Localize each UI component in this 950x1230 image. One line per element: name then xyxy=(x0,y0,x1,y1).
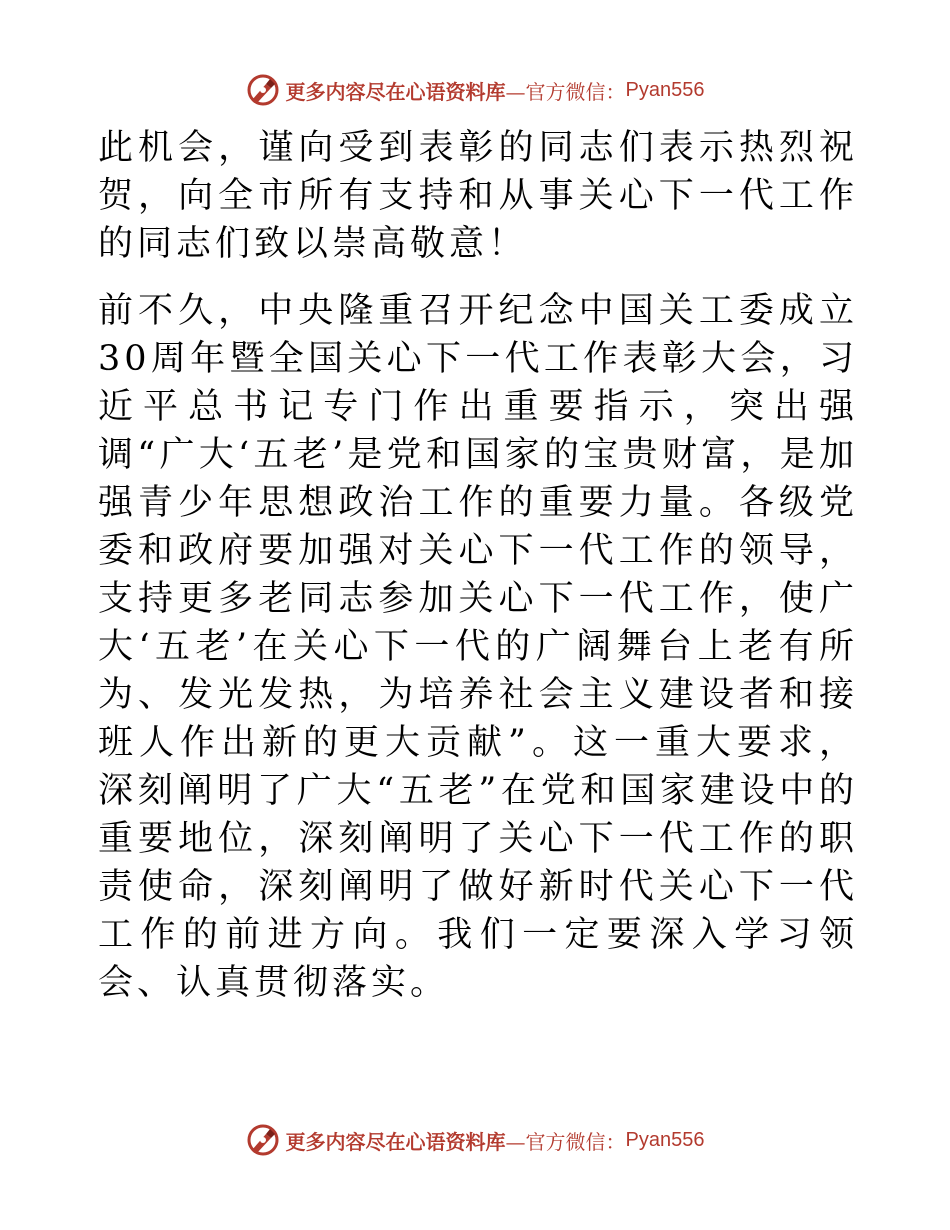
pen-logo-icon xyxy=(246,1123,280,1157)
paragraph-1: 此机会，谨向受到表彰的同志们表示热烈祝贺，向全市所有支持和从事关心下一代工作的同志们致以崇高敬意！ xyxy=(98,128,858,264)
banner-wechat-id: Pyan556 xyxy=(625,1128,705,1151)
paragraph-2: 前不久，中央隆重召开纪念中国关工委成立30周年暨全国关心下一代工作表彰大会，习近平总书记专门作出重要指示，突出强调“广大‘五老’是党和国家的宝贵财富，是加强青少年思想政治工作的重要力量。各级党委和政府要加强对关心下一代工作的领导，支持更多老同志参加关心下一代工作，使广大‘五老’在关心下一代的广阔舞台上老有所为、发光发热，为培养社会主义建设者和接班人作出新的更大贡献”。这一重大要求，深刻阐明了广大“五老”在党和国家建设中的重要地位，深刻阐明了关心下一代工作的职责使命，深刻阐明了做好新时代关心下一代工作的前进方向。我们一定要深入学习领会、认真贯彻落实。 xyxy=(98,291,858,1003)
banner-sub-text: —官方微信： xyxy=(505,79,626,104)
banner-wechat-id: Pyan556 xyxy=(625,78,705,101)
banner-main-text: 更多内容尽在心语资料库 xyxy=(285,79,506,104)
footer-banner xyxy=(0,1122,950,1158)
banner-sub-text: —官方微信： xyxy=(505,1129,626,1154)
header-banner xyxy=(0,72,950,108)
banner-main-text: 更多内容尽在心语资料库 xyxy=(285,1129,506,1154)
document-body xyxy=(98,124,858,1007)
pen-logo-icon xyxy=(246,73,280,107)
